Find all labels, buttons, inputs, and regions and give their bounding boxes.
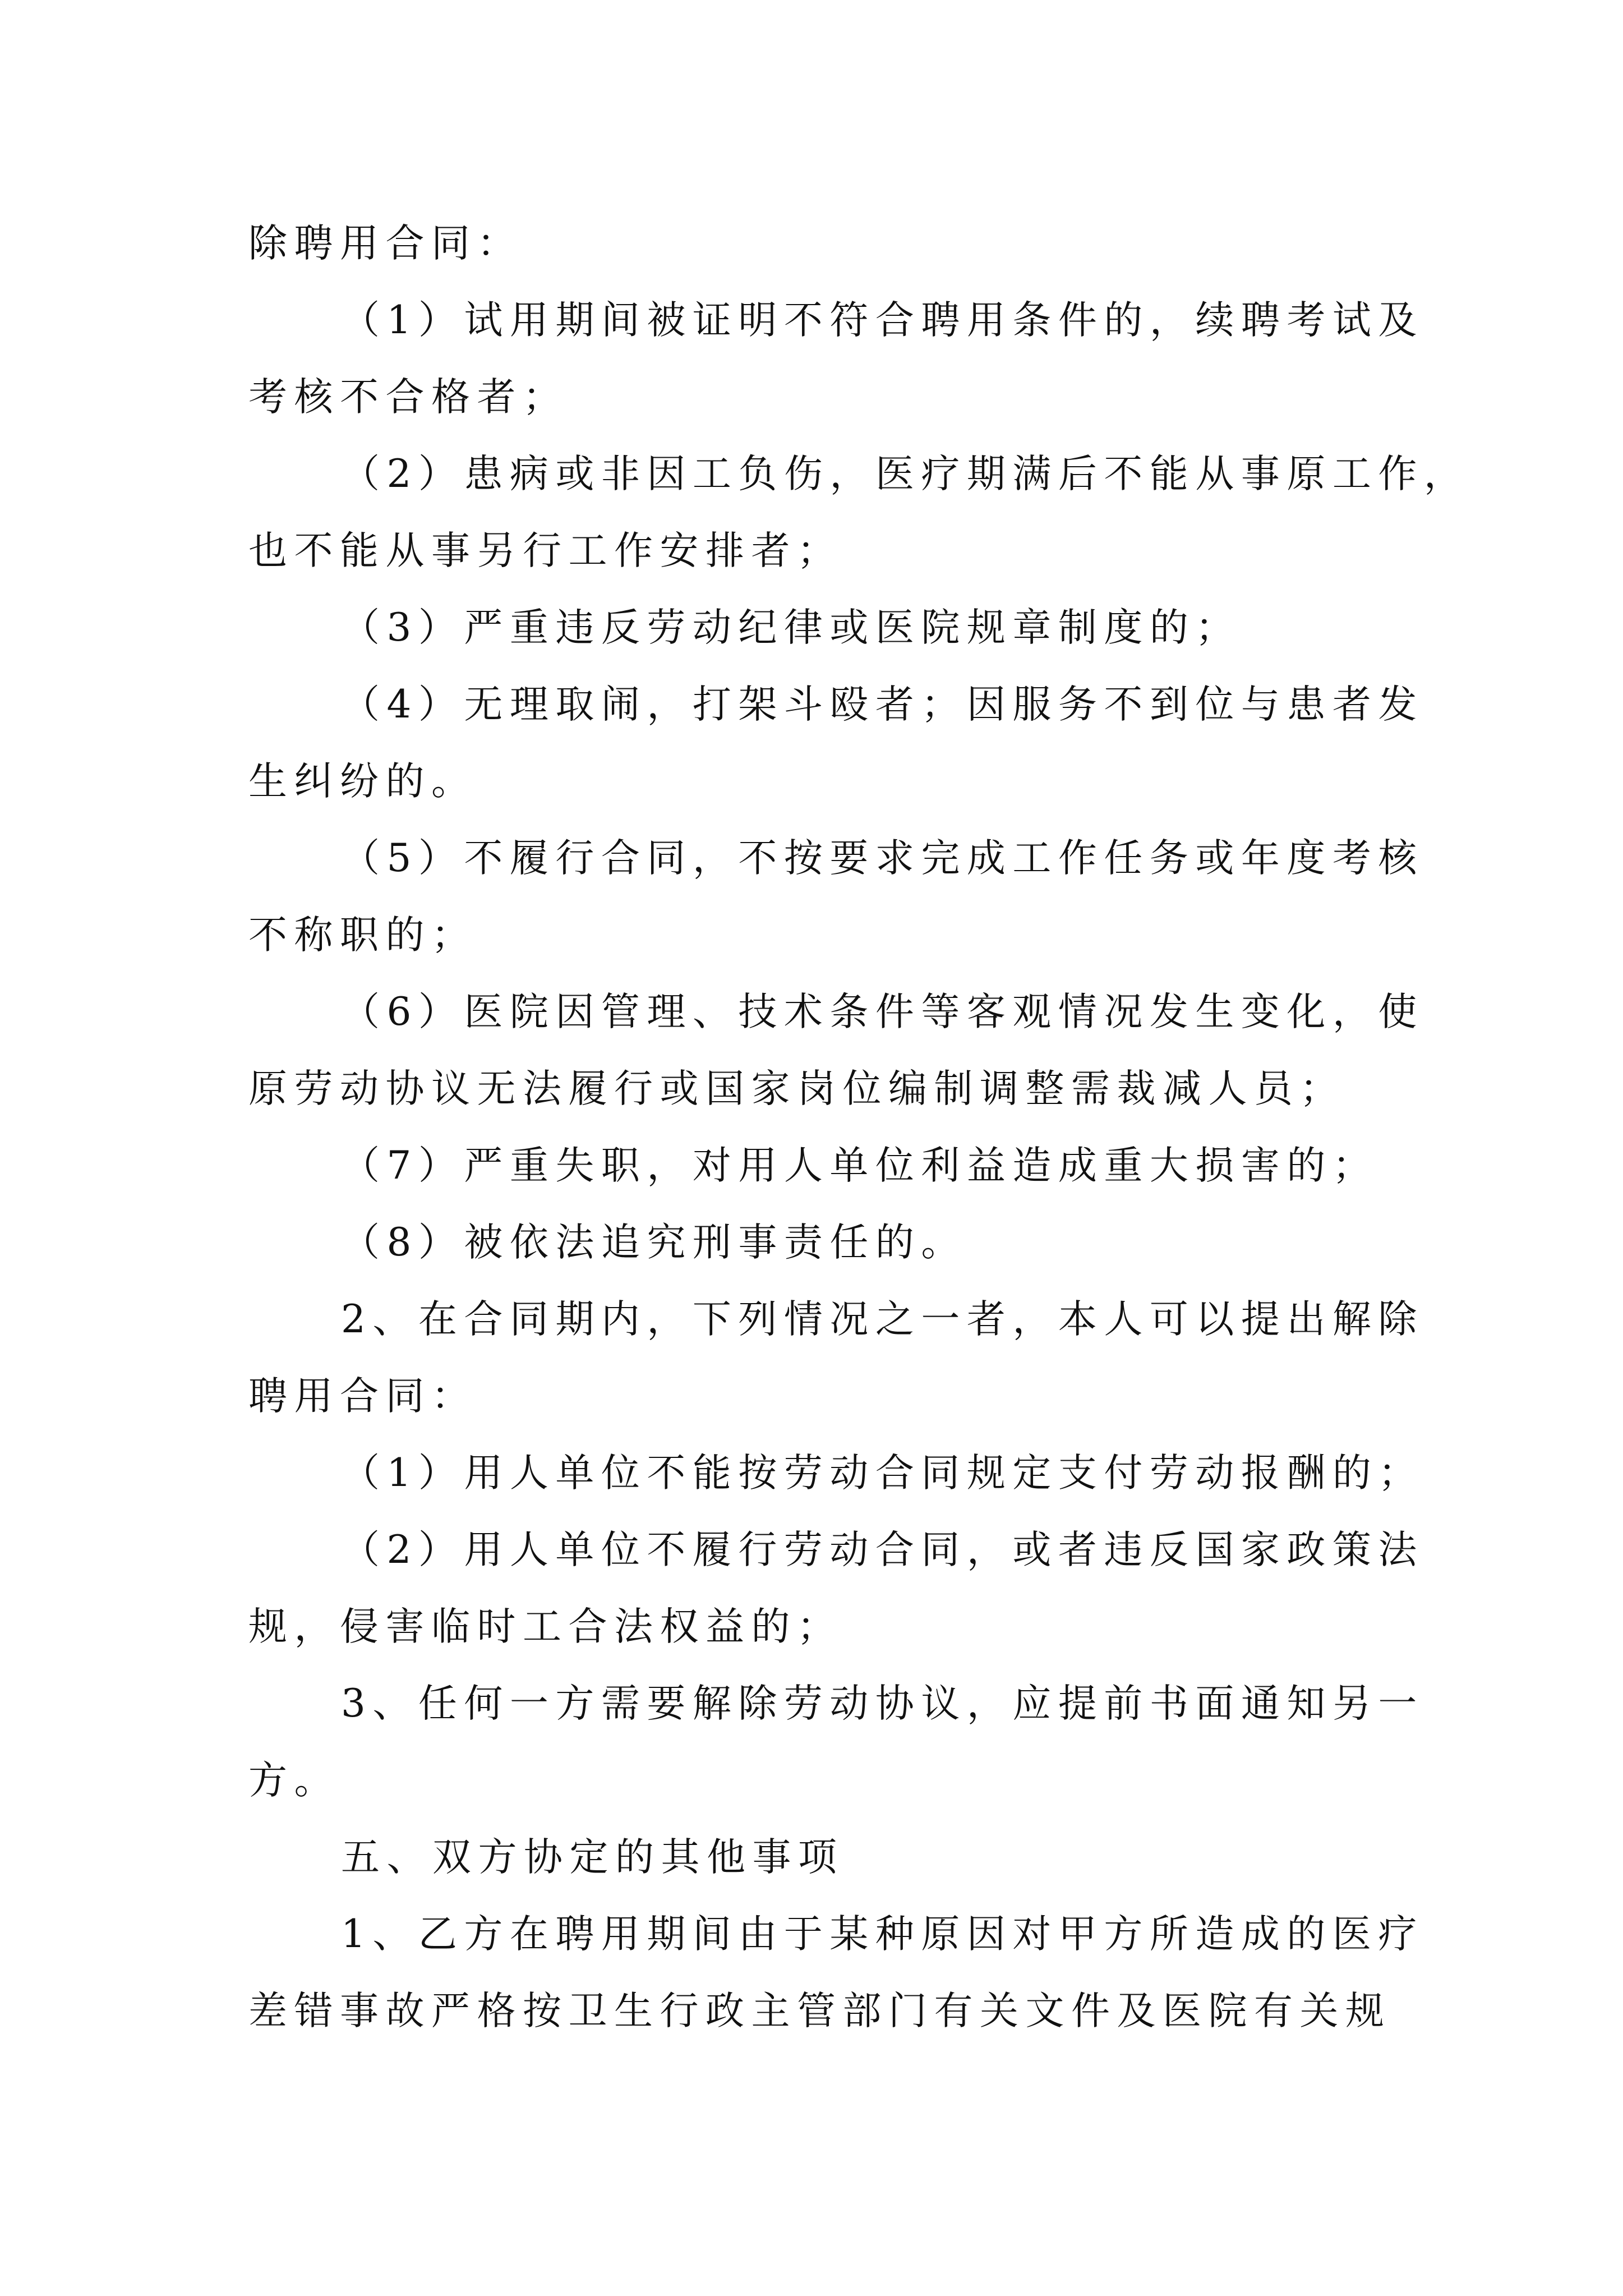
text-line: 考核不合格者； <box>248 375 569 420</box>
text-line: 除聘用合同： <box>248 221 523 266</box>
text-line: 原劳动协议无法履行或国家岗位编制调整需裁减人员； <box>248 1066 1345 1111</box>
text-line: 方。 <box>248 1758 340 1803</box>
text-line: （8）被依法追究刑事责任的。 <box>341 1220 967 1265</box>
text-line: （2）用人单位不履行劳动合同，或者违反国家政策法 <box>341 1527 1424 1572</box>
text-line: （2）患病或非因工负伤，医疗期满后不能从事原工作， <box>341 452 1470 496</box>
text-line: （7）严重失职，对用人单位利益造成重大损害的； <box>341 1143 1378 1188</box>
text-line: （5）不履行合同，不按要求完成工作任务或年度考核 <box>341 836 1424 881</box>
text-line: 规，侵害临时工合法权益的； <box>248 1604 843 1649</box>
text-line: 不称职的； <box>248 913 477 958</box>
text-line: （6）医院因管理、技术条件等客观情况发生变化，使 <box>341 990 1424 1034</box>
text-line: 1、乙方在聘用期间由于某种原因对甲方所造成的医疗 <box>341 1912 1424 1957</box>
text-line: （4）无理取闹，打架斗殴者；因服务不到位与患者发 <box>341 682 1424 727</box>
text-line: （3）严重违反劳动纪律或医院规章制度的； <box>341 605 1241 650</box>
text-line: 生纠纷的。 <box>248 759 477 804</box>
text-line: 2、在合同期内，下列情况之一者，本人可以提出解除 <box>341 1297 1424 1342</box>
text-line: 也不能从事另行工作安排者； <box>248 528 843 573</box>
section-heading: 五、双方协定的其他事项 <box>341 1835 844 1880</box>
text-line: （1）试用期间被证明不符合聘用条件的，续聘考试及 <box>341 298 1424 343</box>
text-line: （1）用人单位不能按劳动合同规定支付劳动报酬的； <box>341 1451 1424 1496</box>
text-line: 差错事故严格按卫生行政主管部门有关文件及医院有关规 <box>248 1989 1391 2033</box>
text-line: 3、任何一方需要解除劳动协议，应提前书面通知另一 <box>341 1681 1424 1726</box>
text-line: 聘用合同： <box>248 1374 477 1419</box>
